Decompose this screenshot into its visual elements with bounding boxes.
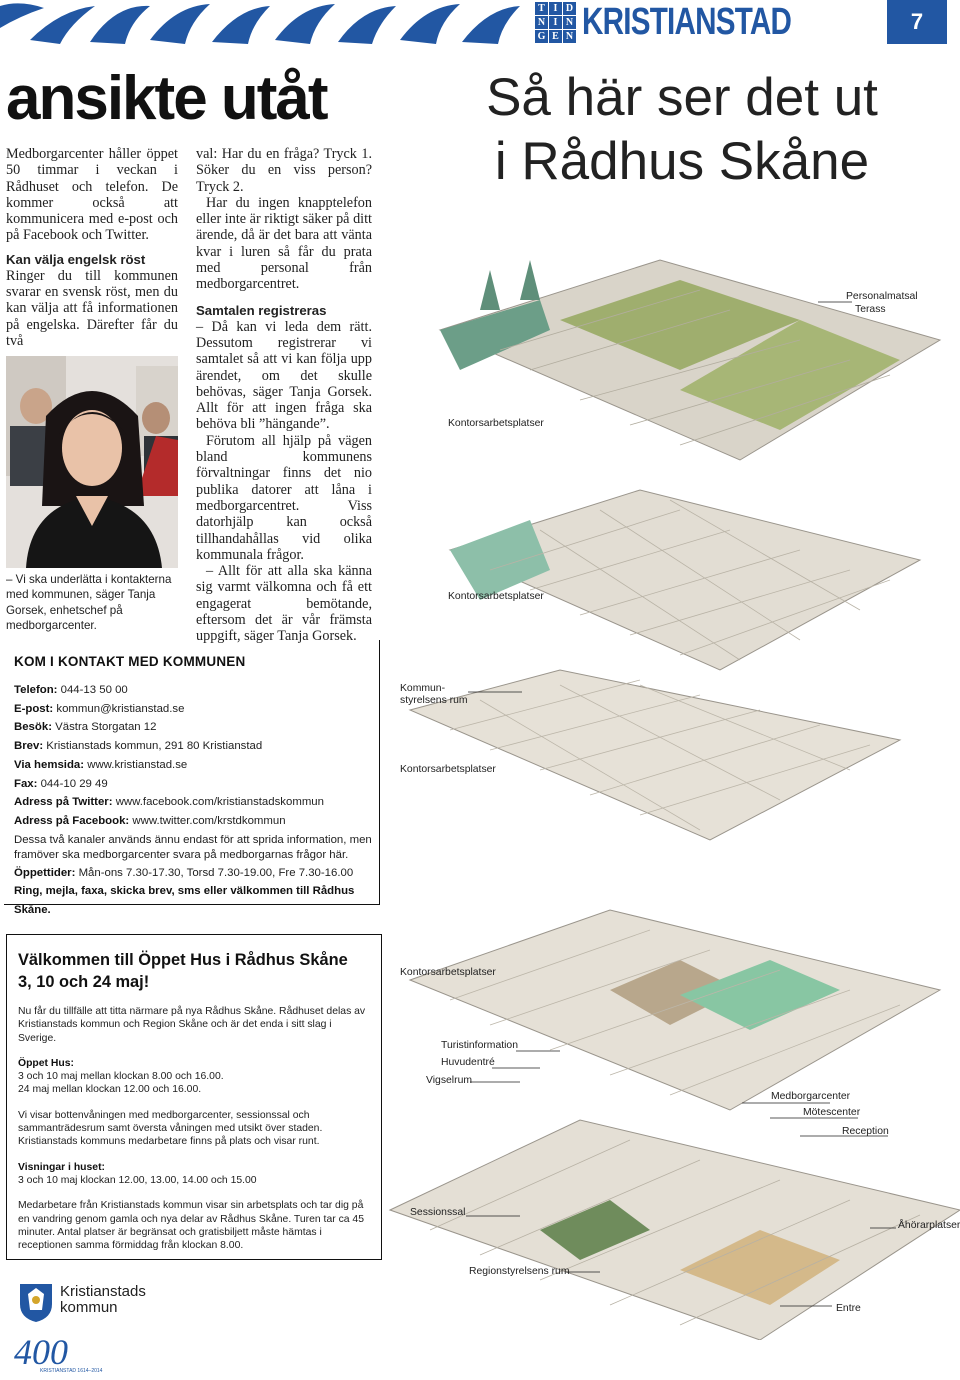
label-kontor-4: Kontorsarbetsplatser	[400, 967, 496, 978]
label-medborgarcenter: Medborgarcenter	[771, 1091, 851, 1102]
page-number: 7	[887, 0, 947, 44]
hours-value: Mån-ons 7.30-17.30, Torsd 7.30-19.00, Fre 7.30-16.00	[78, 866, 354, 879]
label-kontor-2: Kontorsarbetsplatser	[448, 591, 544, 602]
contact-twitter: Adress på Twitter: www.facebook.com/kristianstadskommun	[14, 796, 324, 809]
paragraph: Förutom all hjälp på vägen bland kommunens förvaltningar finns det nio publika datorer att låna i medborgarcentret. Viss datorhjälp kan också tillhandahållas vid olika kommunala frågor.	[196, 432, 372, 563]
contact-title: KOM I KONTAKT MED KOMMUNEN	[14, 654, 246, 669]
title-line: Så här ser det ut	[486, 68, 878, 127]
label-kontor-3: Kontorsarbetsplatser	[400, 764, 496, 775]
logo-letter: D	[563, 2, 576, 15]
label-personalmatsal: Personalmatsal	[846, 291, 918, 302]
logo-letter: I	[549, 2, 562, 15]
intro-text: Nu får du tillfälle att titta närmare på nya Rådhus Skåne. Rådhuset delas av Kristianstads kommun och Region Skåne och är det enda i sitt slag i Sverige.	[18, 1006, 366, 1044]
contact-fax: Fax: 044-10 29 49	[14, 777, 108, 790]
contact-hours: Öppettider: Mån-ons 7.30-17.30, Torsd 7.30-19.00, Fre 7.30-16.00	[14, 866, 354, 879]
label-line: styrelsens rum	[400, 695, 468, 706]
label-regionstyrelsen: Regionstyrelsens rum	[469, 1266, 570, 1277]
contact-email: E-post: kommun@kristianstad.se	[14, 702, 185, 715]
label-ahorarplatser: Åhörarplatser	[898, 1220, 960, 1231]
label-vigselrum: Vigselrum	[426, 1075, 473, 1086]
tours-label: Visningar i huset:	[18, 1161, 105, 1173]
contact-web: Via hemsida: www.kristianstad.se	[14, 758, 188, 771]
contact-note: Dessa två kanaler används ännu endast för att sprida information, men framöver ska medborgarcenter svara på medborgarnas frågor här.	[14, 833, 372, 862]
photo-caption: – Vi ska underlätta i kontakterna med kommunen, säger Tanja Gorsek, enhetschef på medborgarcenter.	[6, 573, 172, 633]
staff-text: Medarbetare från Kristianstads kommun visar sin arbetsplats och tar dig på en vandring genom gamla och nya delar av Rådhus Skåne. Turen tar ca 45 minuter. Antal platser är begränsat och gratisbiljett måste hämtas i receptionen samma förmiddag från klockan 8.00.	[18, 1200, 364, 1252]
logo-letter: G	[535, 30, 548, 43]
logo-letter: N	[535, 16, 548, 29]
label-reception: Reception	[842, 1126, 889, 1137]
label-kontor-1: Kontorsarbetsplatser	[448, 418, 544, 429]
brand-name: KRISTIANSTAD	[582, 1, 792, 43]
visit-address: Västra Storgatan 12	[55, 721, 157, 734]
visit-text: Vi visar bottenvåningen med medborgarcenter, sessionssal och sammanträdesrum samt översta våningen med utsikt över staden. Kristianstads kommuns medarbetare finns på plats och visar runt.	[18, 1109, 323, 1148]
label-turistinformation: Turistinformation	[441, 1040, 518, 1051]
contact-phone: Telefon: 044-13 50 00	[14, 684, 128, 696]
web-link[interactable]: www.kristianstad.se	[87, 758, 188, 771]
svg-text:400: 400	[14, 1332, 68, 1372]
svg-text:KRISTIANSTAD 1614–2014: KRISTIANSTAD 1614–2014	[40, 1368, 103, 1374]
open-line: 3 och 10 maj mellan klockan 8.00 och 16.00.	[18, 1071, 224, 1083]
label-entre: Entre	[836, 1303, 861, 1314]
title-line: i Rådhus Skåne	[494, 132, 870, 191]
contact-mail: Brev: Kristianstads kommun, 291 80 Kristianstad	[14, 740, 263, 753]
mail-address: Kristianstads kommun, 291 80 Kristianstad	[46, 740, 263, 753]
logo-line: kommun	[60, 1298, 118, 1316]
contact-facebook: Adress på Facebook: www.twitter.com/krstdkommun	[14, 814, 286, 827]
open-label: Öppet Hus:	[18, 1057, 74, 1069]
phone-value[interactable]: 044-13 50 00	[60, 684, 128, 696]
paragraph: – Allt för att alla ska känna sig varmt välkomna och få ett engagerat bemötande, eftersom det är vår främsta uppgift, säger Tanja Gorsek.	[196, 563, 372, 645]
open-line: 24 maj mellan klockan 12.00 och 16.00.	[18, 1084, 202, 1096]
fax-value: 044-10 29 49	[40, 777, 108, 790]
contact-visit: Besök: Västra Storgatan 12	[14, 721, 157, 734]
label-motescenter: Mötescenter	[803, 1107, 861, 1118]
label-terass: Terass	[855, 304, 886, 315]
paragraph: Ringer du till kommunen svarar en svensk röst, men du kan välja att få informationen på engelska. Därefter får du två	[6, 267, 178, 349]
logo-letter: N	[563, 16, 576, 29]
title-line: 3, 10 och 24 maj!	[18, 973, 150, 991]
logo-letter: E	[549, 30, 562, 43]
paragraph: val: Har du en fråga? Tryck 1. Söker du en viss person? Tryck 2.	[196, 146, 372, 195]
twitter-link[interactable]: www.facebook.com/kristianstadskommun	[115, 796, 324, 809]
logo-letter: T	[535, 2, 548, 15]
paragraph: – Då kan vi leda dem rätt. Dessutom registrerar vi samtalet så att vi kan följa upp ärendet, om det skulle behövas, säger Tanja Gorsek. Allt för att ingen fråga ska behöva bli ”hängande”.	[196, 318, 372, 433]
subheading: Kan välja engelsk röst	[6, 251, 146, 267]
subheading: Samtalen registreras	[196, 302, 327, 318]
tours-text: 3 och 10 maj klockan 12.00, 13.00, 14.00 och 15.00	[18, 1174, 257, 1186]
email-link[interactable]: kommun@kristianstad.se	[56, 702, 185, 715]
label-huvudentre: Huvudentré	[441, 1057, 495, 1068]
label-line: Kommun-	[400, 683, 446, 694]
paragraph: Medborgarcenter håller öppet 50 timmar i veckan i Rådhuset och telefon. De kommer också att kommunicera med e-post och på Facebook och Twitter.	[6, 146, 178, 244]
label-sessionssal: Sessionssal	[410, 1207, 466, 1218]
title-line: Välkommen till Öppet Hus i Rådhus Skåne	[18, 951, 348, 969]
contact-closing: Ring, mejla, faxa, skicka brev, sms eller välkommen till Rådhus Skåne.	[14, 885, 355, 917]
paragraph: Har du ingen knapptelefon eller inte är riktigt säker på ditt ärende, då är det bara att vänta kvar i luren så får du prata med personal från medborgarcentret.	[196, 194, 372, 293]
logo-letter: N	[563, 30, 576, 43]
headline: ansikte utåt	[6, 64, 327, 133]
logo-line: Kristianstads	[60, 1283, 146, 1300]
logo-letter: I	[549, 16, 562, 29]
facebook-link[interactable]: www.twitter.com/krstdkommun	[132, 814, 286, 827]
